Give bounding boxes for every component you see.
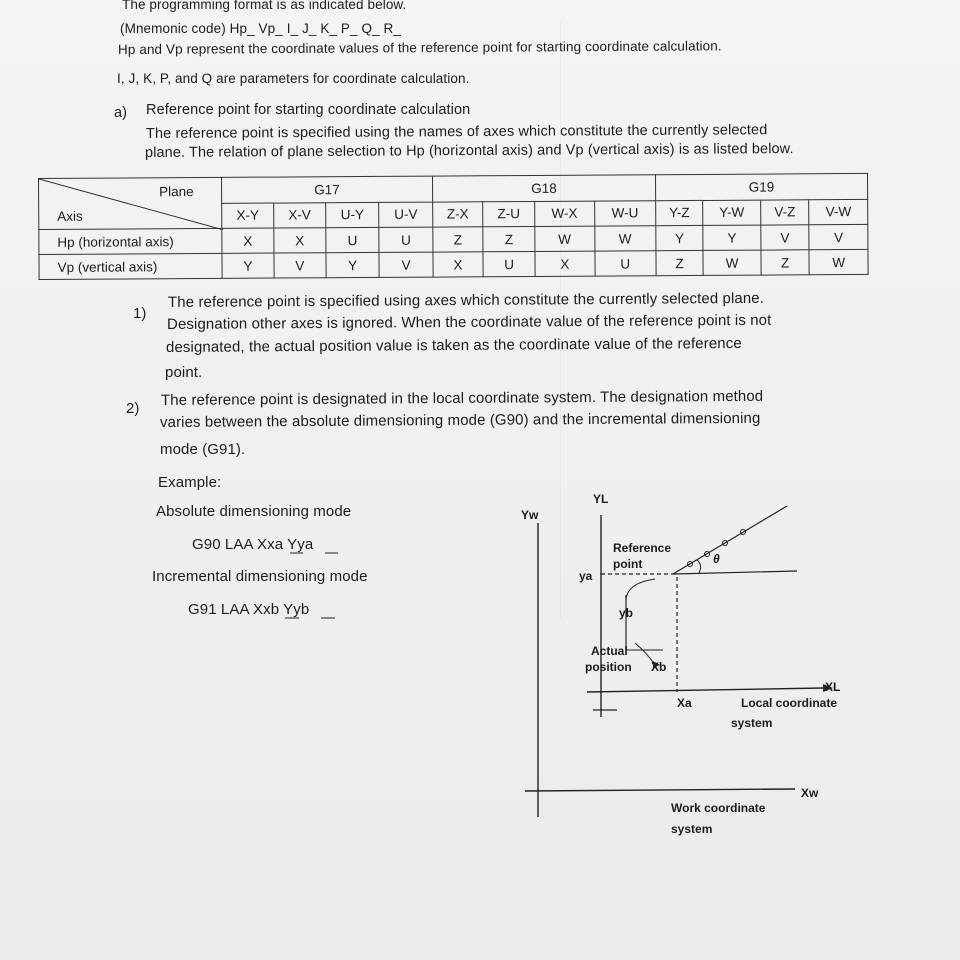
example-title: Example: xyxy=(158,474,222,491)
note-2-line-3: mode (G91). xyxy=(160,441,246,458)
table-cell: X xyxy=(274,228,326,253)
axis-pair: X-V xyxy=(274,202,326,228)
angle-line xyxy=(673,506,787,574)
reference-label-1: Reference xyxy=(613,541,672,555)
local-system-label-2: system xyxy=(731,716,773,730)
row-label-vp: Vp (vertical axis) xyxy=(39,253,222,279)
section-a-marker: a) xyxy=(114,105,127,121)
table-cell: W xyxy=(703,250,761,275)
table-cell: V xyxy=(761,225,810,250)
xl-label: XL xyxy=(825,680,841,694)
format-intro: The programming format is as indicated below. xyxy=(122,0,407,12)
axis-pair: Z-X xyxy=(433,201,483,227)
theta-arc xyxy=(697,560,701,573)
yl-label: YL xyxy=(593,492,609,506)
mnemonic-code: (Mnemonic code) Hp_ Vp_ I_ J_ K_ P_ Q_ R_ xyxy=(120,21,401,36)
note-1-line-2: Designation other axes is ignored. When the coordinate value of the reference point is not xyxy=(166,311,772,333)
yb-arrow xyxy=(626,579,655,600)
table-cell: W xyxy=(594,226,655,251)
note-2-marker: 2) xyxy=(126,400,140,417)
table-cell: V xyxy=(379,252,433,277)
work-system-label-1: Work coordinate xyxy=(671,801,766,815)
table-cell: W xyxy=(535,226,595,251)
xa-label: Xa xyxy=(677,696,692,710)
absolute-mode-code: G90 LAA Xxa Yya xyxy=(192,536,314,553)
corner-axis-label: Axis xyxy=(57,208,83,224)
note-1-marker: 1) xyxy=(133,305,147,322)
table-cell: Z xyxy=(761,250,810,275)
table-cell: U xyxy=(326,227,380,252)
group-g19: G19 xyxy=(655,173,867,200)
axis-pair: V-Z xyxy=(760,199,809,225)
table-cell: Y xyxy=(222,253,274,278)
xb-label: Xb xyxy=(651,660,667,674)
reference-horizontal-line xyxy=(673,571,797,574)
axis-pair: W-U xyxy=(594,200,655,226)
xw-axis xyxy=(525,789,795,791)
incremental-mode-title: Incremental dimensioning mode xyxy=(152,568,368,585)
table-cell: Z xyxy=(483,226,535,251)
local-system-label-1: Local coordinate xyxy=(741,696,838,710)
note-1-line-3: designated, the actual position value is taken as the coordinate value of the reference xyxy=(165,334,742,356)
table-cell: Y xyxy=(703,225,761,250)
section-a-title: Reference point for starting coordinate calculation xyxy=(146,102,471,118)
axis-pair: X-Y xyxy=(222,203,274,229)
table-cell: X xyxy=(433,252,483,277)
axis-pair: Y-W xyxy=(703,200,761,226)
note-1-line-1: The reference point is specified using axes which constitute the currently selected plane. xyxy=(167,289,765,311)
axis-pair: V-W xyxy=(809,199,868,225)
incremental-mode-code: G91 LAA Xxb Yyb xyxy=(188,601,310,618)
corner-plane-label: Plane xyxy=(159,184,194,200)
xl-axis xyxy=(587,688,823,692)
axis-pair: W-X xyxy=(535,201,595,227)
axis-pair: U-V xyxy=(379,202,433,228)
reference-label-2: point xyxy=(613,557,643,571)
group-g17: G17 xyxy=(221,176,432,203)
absolute-mode-title: Absolute dimensioning mode xyxy=(156,503,352,520)
table-cell: Z xyxy=(433,227,483,252)
axis-pair: U-Y xyxy=(325,202,379,228)
table-cell: X xyxy=(222,228,274,253)
table-cell: Y xyxy=(326,252,380,277)
work-system-label-2: system xyxy=(671,822,713,836)
note-2-line-1: The reference point is designated in the local coordinate system. The designation method xyxy=(160,387,764,409)
note-2-line-2: varies between the absolute dimensioning mode (G90) and the incremental dimensioning xyxy=(159,409,761,431)
table-cell: Z xyxy=(656,250,704,275)
section-a-body-2: plane. The relation of plane selection to Hp (horizontal axis) and Vp (vertical axis) is as listed below. xyxy=(144,141,794,161)
xw-label: Xw xyxy=(801,786,819,800)
table-cell: Y xyxy=(656,225,704,250)
table-cell: U xyxy=(595,251,656,276)
table-cell: X xyxy=(535,251,595,276)
code-underlines xyxy=(0,0,400,640)
actual-position-label-2: position xyxy=(585,660,632,674)
yw-label: Yw xyxy=(521,508,539,522)
coordinate-diagram xyxy=(505,485,845,845)
table-cell: V xyxy=(274,253,326,278)
note-1-line-4: point. xyxy=(165,364,203,381)
table-cell: U xyxy=(379,227,433,252)
table-cell: W xyxy=(809,249,868,274)
hp-vp-description: Hp and Vp represent the coordinate values of the reference point for starting coordinate calculation. xyxy=(117,38,722,57)
table-cell: U xyxy=(483,251,535,276)
ya-label: ya xyxy=(579,569,593,583)
group-g18: G18 xyxy=(432,175,655,202)
axis-pair: Z-U xyxy=(483,201,535,227)
params-description: I, J, K, P, and Q are parameters for coordinate calculation. xyxy=(117,71,470,86)
theta-label: θ xyxy=(713,552,720,566)
table-cell: V xyxy=(809,224,868,249)
section-a-body-1: The reference point is specified using the names of axes which constitute the currently selected xyxy=(145,122,768,142)
actual-position-label-1: Actual xyxy=(591,644,628,658)
yb-label: yb xyxy=(619,606,634,620)
axis-pair: Y-Z xyxy=(655,200,703,226)
row-label-hp: Hp (horizontal axis) xyxy=(39,228,222,254)
